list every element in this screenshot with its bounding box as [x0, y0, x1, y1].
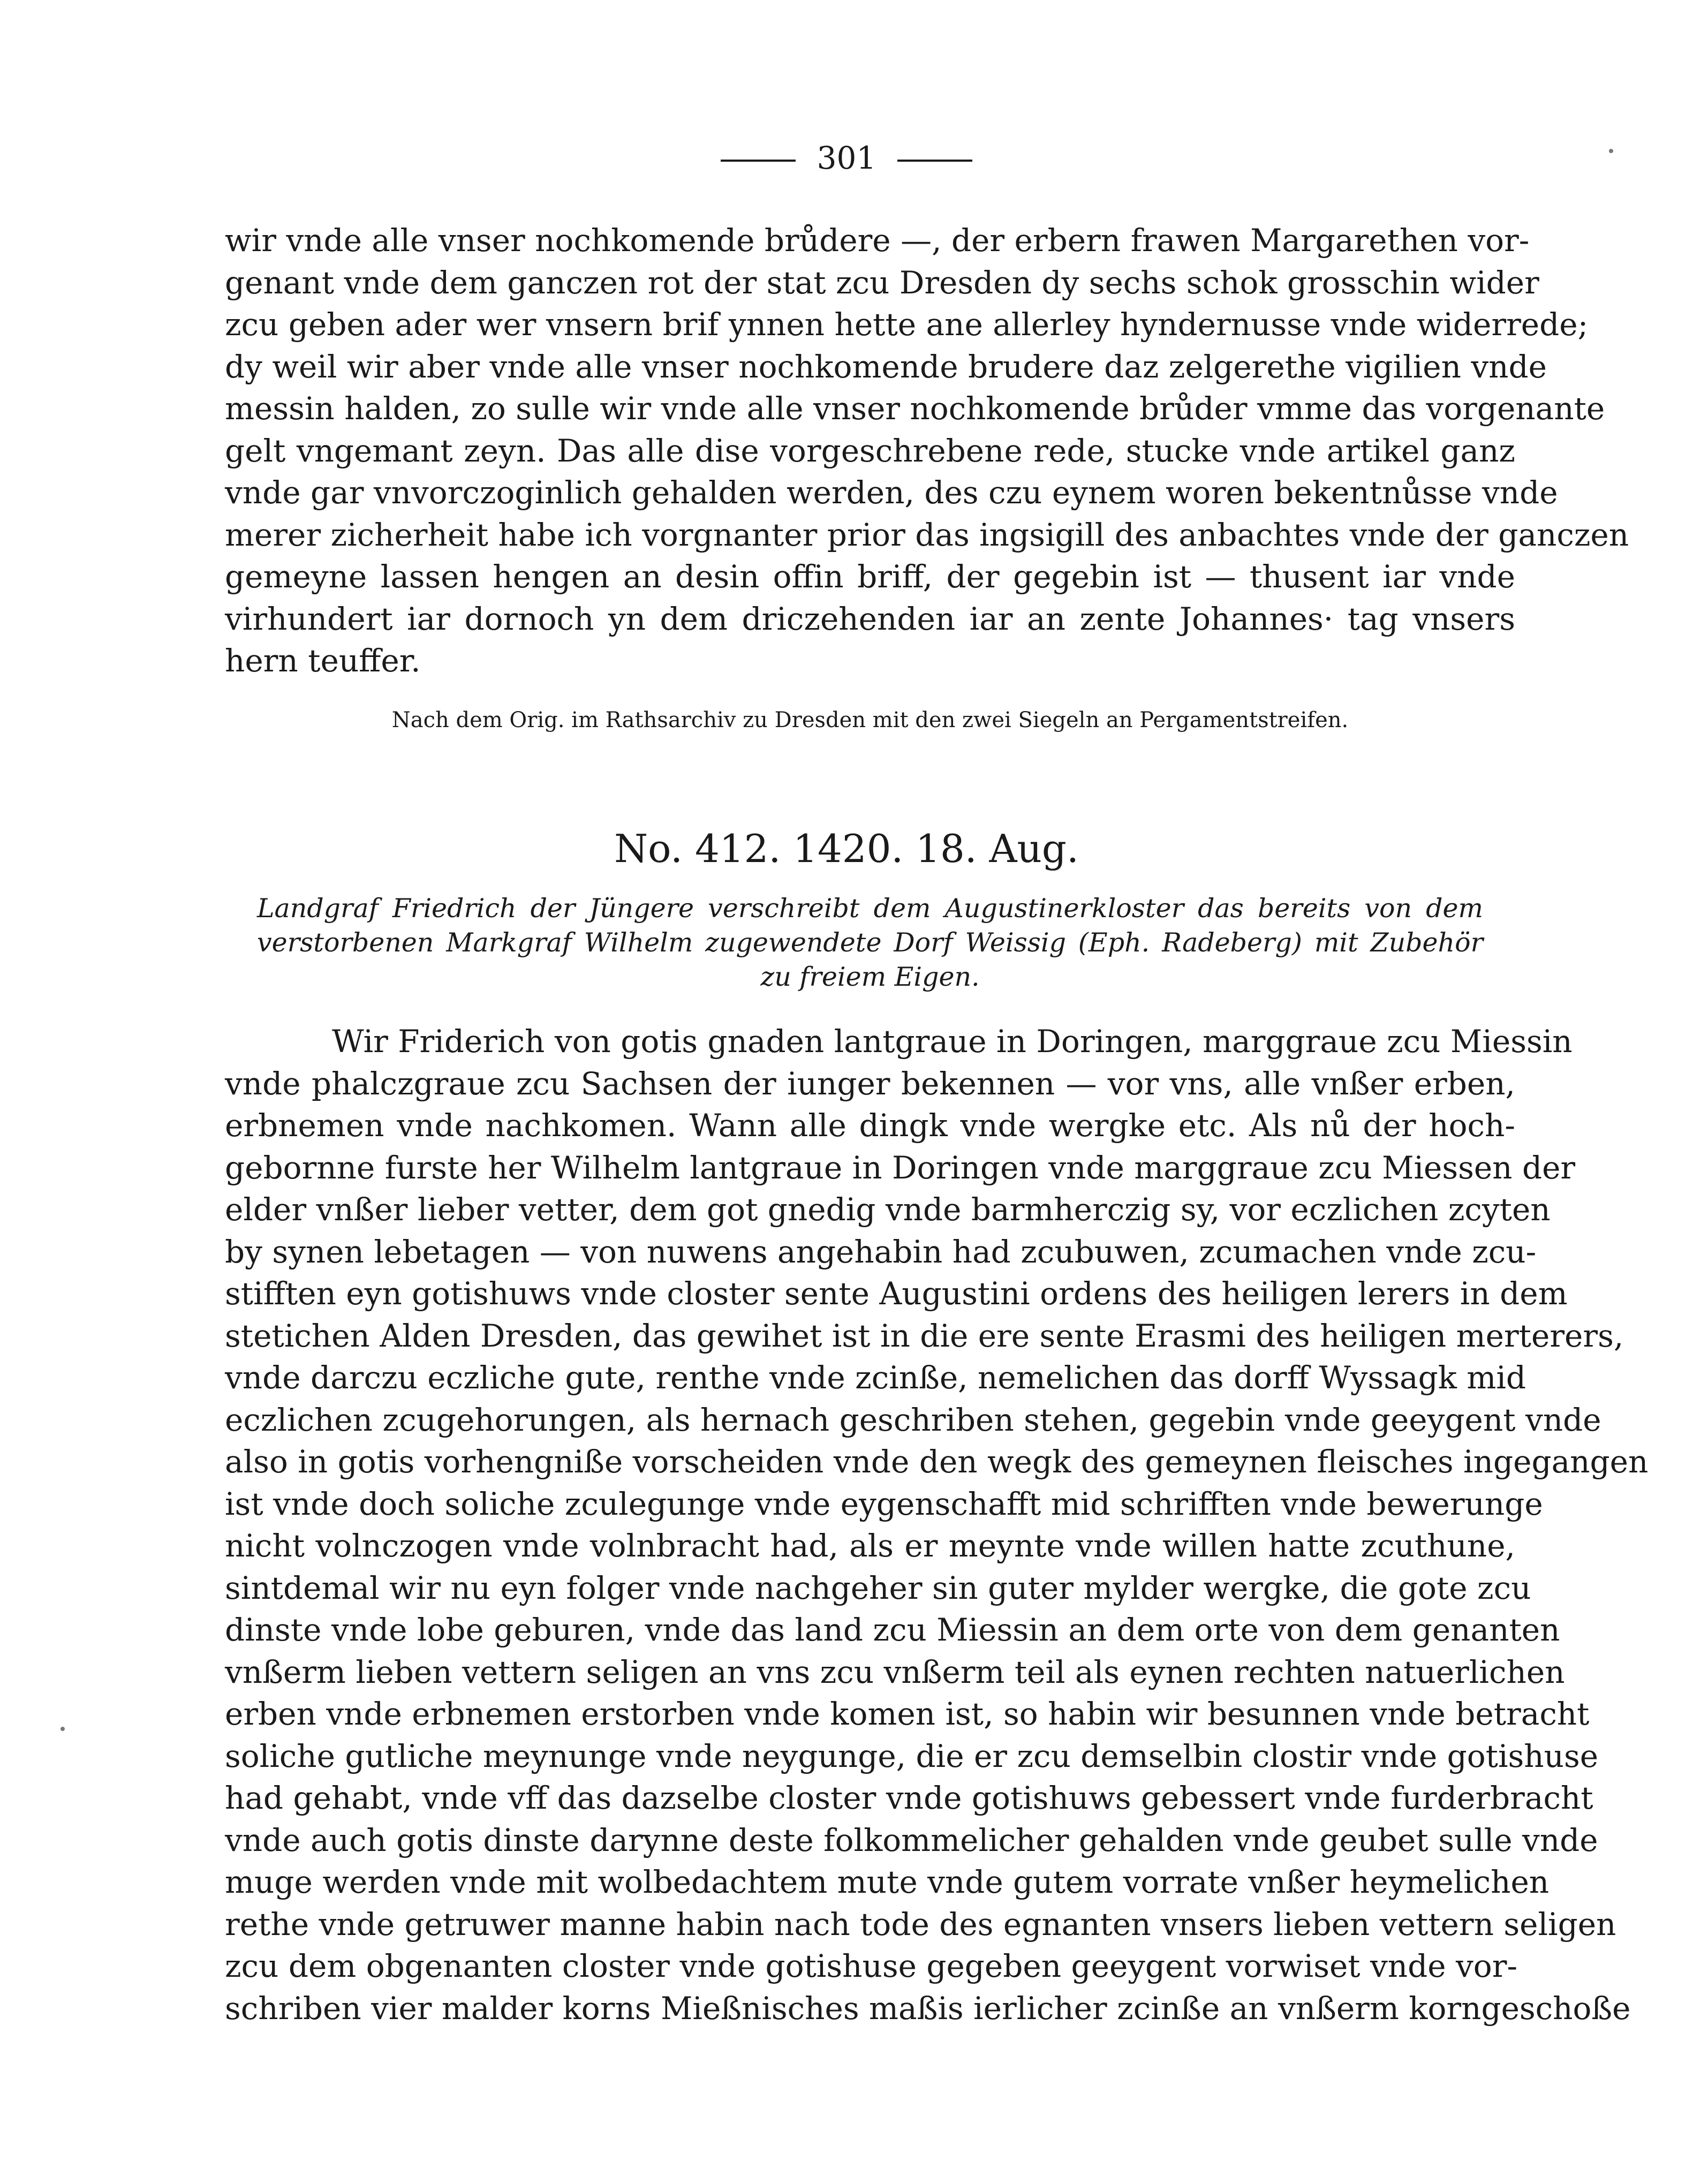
text-line: Wir Friderich von gotis gnaden lantgraue in Doringen, marggraue zcu Miessin: [332, 1023, 1573, 1060]
text-line: eczlichen zcugehorungen, als hernach geschriben stehen, gegebin vnde geeygent vnde: [225, 1401, 1601, 1438]
document-title: No. 412. 1420. 18. Aug.: [614, 826, 1079, 871]
text-line: virhundert iar dornoch yn dem driczehenden iar an zente Johannes· tag vnsers: [225, 600, 1515, 637]
text-line: had gehabt, vnde vff das dazselbe closter vnde gotishuws gebessert vnde furderbracht: [225, 1780, 1593, 1816]
text-line: zcu dem obgenanten closter vnde gotishuse gegeben geeygent vorwiset vnde vor-: [225, 1948, 1518, 1984]
text-line: rethe vnde getruwer manne habin nach tode des egnanten vnsers lieben vettern seligen: [225, 1906, 1616, 1943]
text-line: elder vnßer lieber vetter, dem got gnedig vnde barmherczig sy, vor eczlichen zcyten: [225, 1191, 1551, 1228]
page-number: 301: [817, 140, 876, 176]
text-line: erben vnde erbnemen erstorben vnde komen ist, so habin wir besunnen vnde betracht: [225, 1696, 1590, 1732]
document-summary: [257, 891, 1483, 994]
page-header: [0, 137, 1693, 179]
header-rule-right: [897, 160, 972, 162]
text-line: stifften eyn gotishuws vnde closter sente Augustini ordens des heiligen lerers in dem: [225, 1275, 1568, 1312]
text-line: genant vnde dem ganczen rot der stat zcu Dresden dy sechs schok grosschin wider: [225, 264, 1539, 301]
text-line: gelt vngemant zeyn. Das alle dise vorgeschrebene rede, stucke vnde artikel ganz: [225, 432, 1515, 469]
text-line: erbnemen vnde nachkomen. Wann alle dingk vnde wergke etc. Als nů der hoch-: [225, 1107, 1515, 1144]
margin-speck: [61, 1727, 65, 1731]
text-line: also in gotis vorhengniße vorscheiden vnde den wegk des gemeynen fleisches ingegangen: [225, 1444, 1649, 1480]
text-line: gebornne furste her Wilhelm lantgraue in Doringen vnde marggraue zcu Miessen der: [225, 1149, 1576, 1186]
summary-line: verstorbenen Markgraf Wilhelm zugewendete Dorf Weissig (Eph. Radeberg) mit Zubehör: [257, 927, 1483, 958]
text-line: muge werden vnde mit wolbedachtem mute vnde gutem vorrate vnßer heymelichen: [225, 1864, 1550, 1900]
margin-speck: [1609, 149, 1613, 153]
document-body: [225, 1021, 1649, 2029]
text-line: dy weil wir aber vnde alle vnser nochkomende brudere daz zelgerethe vigilien vnde: [225, 348, 1547, 385]
text-line: vnde auch gotis dinste darynne deste folkommelicher gehalden vnde geubet sulle vnde: [225, 1822, 1598, 1858]
header-rule-left: [721, 160, 796, 162]
text-line: soliche gutliche meynunge vnde neygunge, die er zcu demselbin clostir vnde gotishuse: [225, 1737, 1599, 1774]
text-line: vnde darczu eczliche gute, renthe vnde zcinße, nemelichen das dorff Wyssagk mid: [225, 1359, 1526, 1396]
text-line: wir vnde alle vnser nochkomende brůdere —, der erbern frawen Margarethen vor-: [225, 222, 1530, 259]
text-line: zcu geben ader wer vnsern brif ynnen hette ane allerley hyndernusse vnde widerrede;: [225, 306, 1589, 343]
text-line: gemeyne lassen hengen an desin offin briff, der gegebin ist — thusent iar vnde: [225, 558, 1515, 595]
text-line: vnßerm lieben vettern seligen an vns zcu vnßerm teil als eynen rechten natuerlichen: [225, 1653, 1565, 1690]
text-line: merer zicherheit habe ich vorgnanter prior das ingsigill des anbachtes vnde der ganczen: [225, 516, 1629, 553]
text-line: ist vnde doch soliche zculegunge vnde eygenschafft mid schrifften vnde bewerunge: [225, 1485, 1543, 1522]
text-line: schriben vier malder korns Mießnisches maßis ierlicher zcinße an vnßerm korngeschoße: [225, 1990, 1631, 2027]
passage-continued: [225, 220, 1629, 682]
text-line: by synen lebetagen — von nuwens angehabin had zcubuwen, zcumachen vnde zcu-: [225, 1233, 1537, 1270]
text-line: sintdemal wir nu eyn folger vnde nachgeher sin guter mylder wergke, die gote zcu: [225, 1569, 1531, 1606]
text-line: dinste vnde lobe geburen, vnde das land zcu Miessin an dem orte von dem genanten: [225, 1612, 1560, 1648]
summary-line: Landgraf Friedrich der Jüngere verschreibt dem Augustinerkloster das bereits von dem: [257, 893, 1483, 924]
summary-line: zu freiem Eigen.: [760, 962, 980, 992]
text-line: nicht volnczogen vnde volnbracht had, als er meynte vnde willen hatte zcuthune,: [225, 1528, 1515, 1564]
text-line: vnde gar vnvorczoginlich gehalden werden, des czu eynem woren bekentnůsse vnde: [225, 474, 1558, 511]
text-line: hern teuffer.: [225, 643, 421, 679]
text-line: messin halden, zo sulle wir vnde alle vnser nochkomende brůder vmme das vorgenante: [225, 390, 1605, 427]
text-line: vnde phalczgraue zcu Sachsen der iunger bekennen — vor vns, alle vnßer erben,: [225, 1065, 1515, 1102]
text-line: stetichen Alden Dresden, das gewihet ist in die ere sente Erasmi des heiligen merterers,: [225, 1317, 1624, 1354]
source-note: Nach dem Orig. im Rathsarchiv zu Dresden mit den zwei Siegeln an Pergamentstreifen.: [391, 708, 1349, 732]
